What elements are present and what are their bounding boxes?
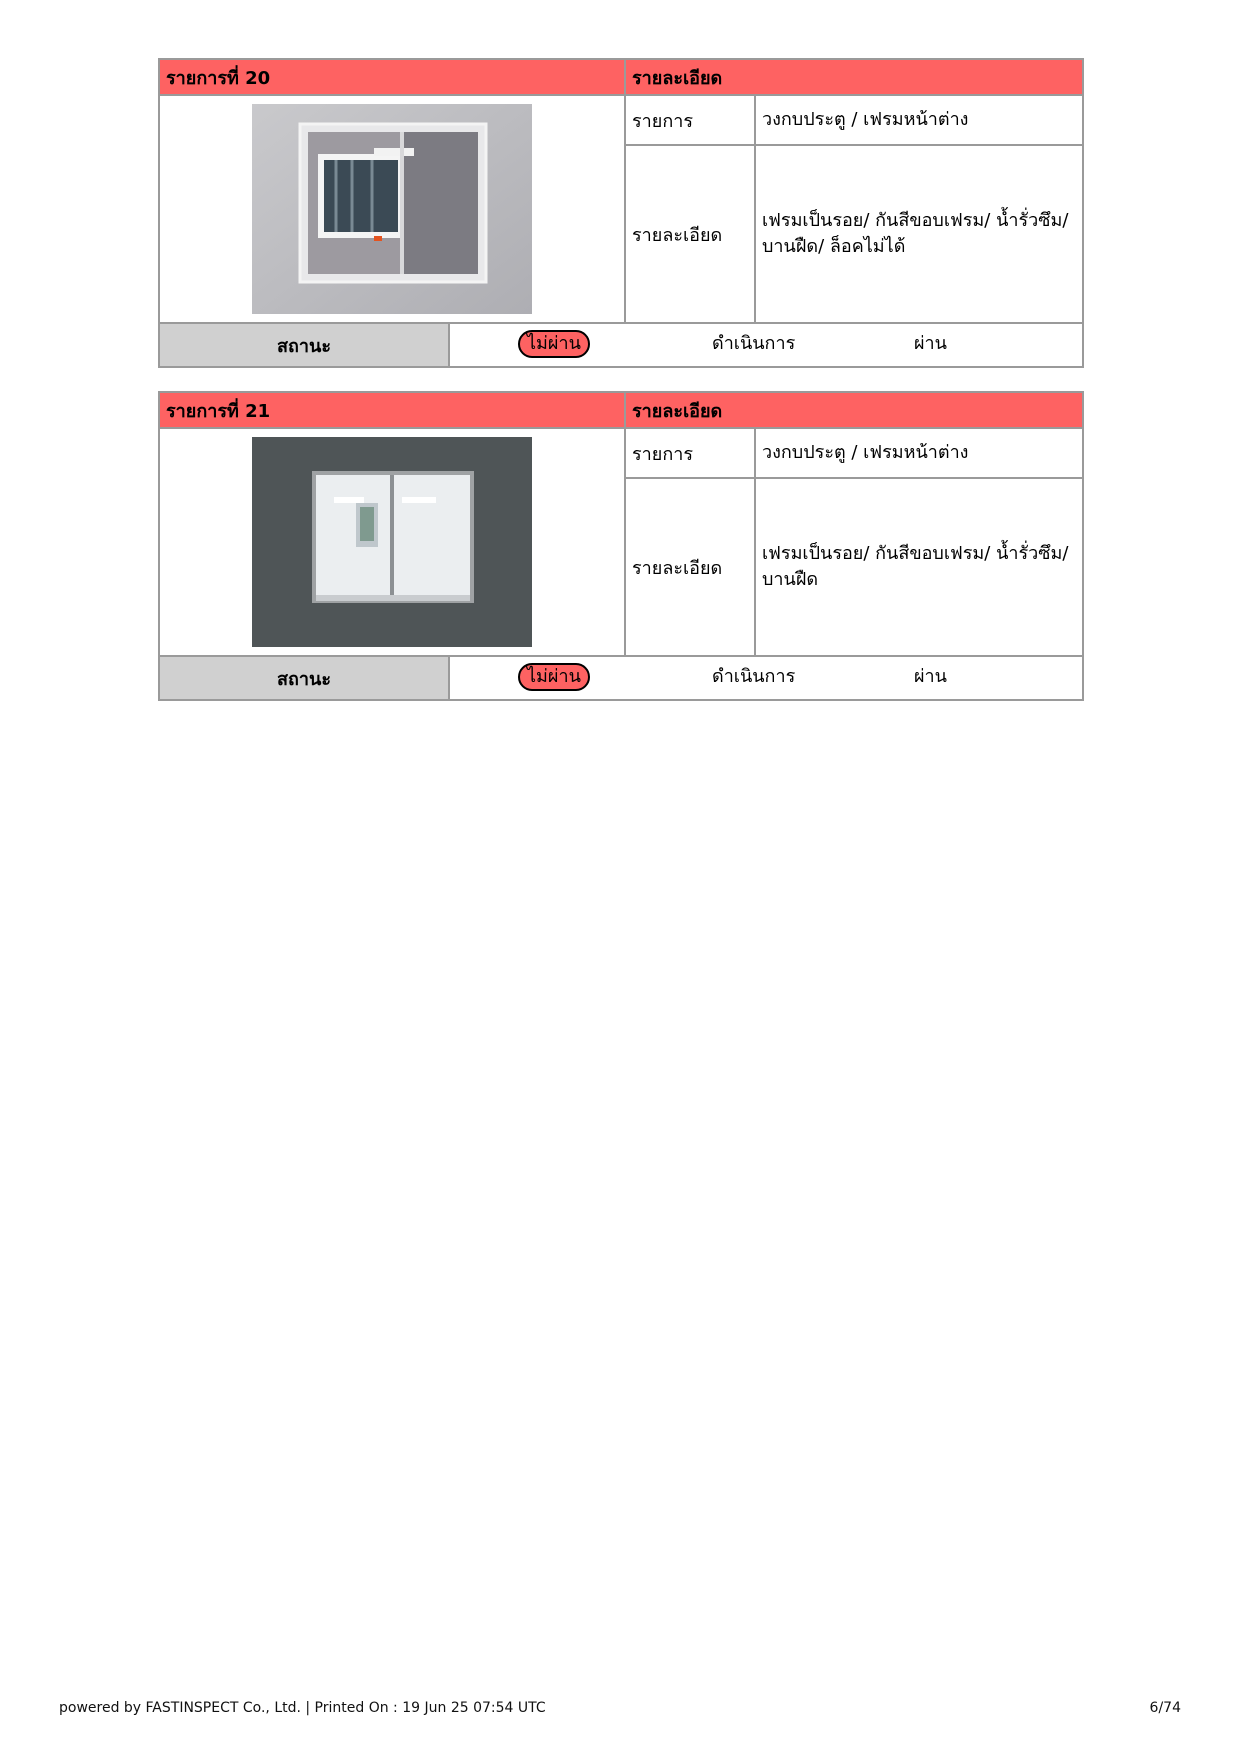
detail-row-description [626, 146, 1082, 322]
item-value: วงกบประตู / เฟรมหน้าต่าง [762, 442, 969, 463]
window-photo[interactable] [252, 104, 532, 314]
status-option-pass[interactable]: ผ่าน [914, 666, 947, 687]
item-body [160, 429, 1082, 657]
item-header [160, 60, 1082, 96]
status-option-fail[interactable]: ไม่ผ่าน [518, 663, 590, 691]
status-label: สถานะ [160, 324, 450, 366]
item-label: รายการ [626, 96, 756, 144]
status-option-pass[interactable]: ผ่าน [914, 333, 947, 354]
detail-row-item [626, 429, 1082, 479]
details-panel [626, 429, 1082, 655]
status-row [160, 324, 1082, 366]
window-photo[interactable] [252, 437, 532, 647]
detail-value: เฟรมเป็นรอย/ กันสีขอบเฟรม/ น้ำรั่วซึม/ บานฝืด [762, 543, 1069, 590]
status-options [450, 657, 1082, 699]
status-option-in-progress[interactable]: ดำเนินการ [712, 333, 796, 354]
item-label: รายการ [626, 429, 756, 477]
item-header [160, 393, 1082, 429]
status-option-fail[interactable]: ไม่ผ่าน [518, 330, 590, 358]
photo-cell [160, 96, 626, 322]
detail-row-item [626, 96, 1082, 146]
item-title: รายการที่ 20 [160, 60, 626, 94]
item-value: วงกบประตู / เฟรมหน้าต่าง [762, 109, 969, 130]
status-row [160, 657, 1082, 699]
item-title: รายการที่ 21 [160, 393, 626, 427]
item-body [160, 96, 1082, 324]
page-number: 6/74 [1149, 1700, 1181, 1716]
details-header: รายละเอียด [632, 67, 723, 89]
photo-cell [160, 429, 626, 655]
detail-label: รายละเอียด [626, 479, 756, 655]
status-options [450, 324, 1082, 366]
status-option-in-progress[interactable]: ดำเนินการ [712, 666, 796, 687]
status-label: สถานะ [160, 657, 450, 699]
details-header: รายละเอียด [632, 400, 723, 422]
inspection-item-21 [158, 391, 1084, 701]
footer-credit: powered by FASTINSPECT Co., Ltd. | Printed On : 19 Jun 25 07:54 UTC [59, 1700, 546, 1716]
detail-label: รายละเอียด [626, 146, 756, 322]
details-panel [626, 96, 1082, 322]
inspection-item-20 [158, 58, 1084, 368]
detail-value: เฟรมเป็นรอย/ กันสีขอบเฟรม/ น้ำรั่วซึม/ บานฝืด/ ล็อคไม่ได้ [762, 210, 1069, 257]
detail-row-description [626, 479, 1082, 655]
